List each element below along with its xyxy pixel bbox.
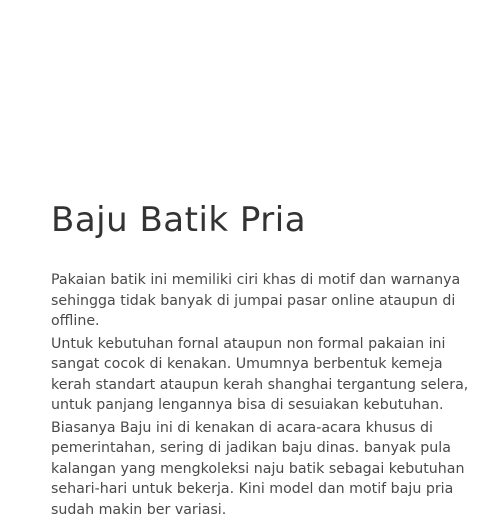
page-title: Baju Batik Pria: [51, 200, 307, 240]
article-body: [51, 270, 481, 520]
paragraph: Untuk kebutuhan fornal ataupun non formal pakaian ini sangat cocok di kenakan. Umumnya berbentuk kemeja kerah standart ataupun kerah shanghai tergantung selera, untuk panjang lengannya bisa di sesuiakan kebutuhan.: [51, 335, 469, 413]
paragraph: Biasanya Baju ini di kenakan di acara-acara khusus di pemerintahan, sering di jadikan baju dinas. banyak pula kalangan yang mengkoleksi naju batik sebagai kebutuhan sehari-hari untuk bekerja. Kini model dan motif baju pria sudah makin ber variasi.: [51, 419, 465, 518]
paragraph: Pakaian batik ini memiliki ciri khas di motif dan warnanya sehingga tidak banyak di jumpai pasar online ataupun di offline.: [51, 272, 461, 329]
article: [51, 198, 481, 522]
